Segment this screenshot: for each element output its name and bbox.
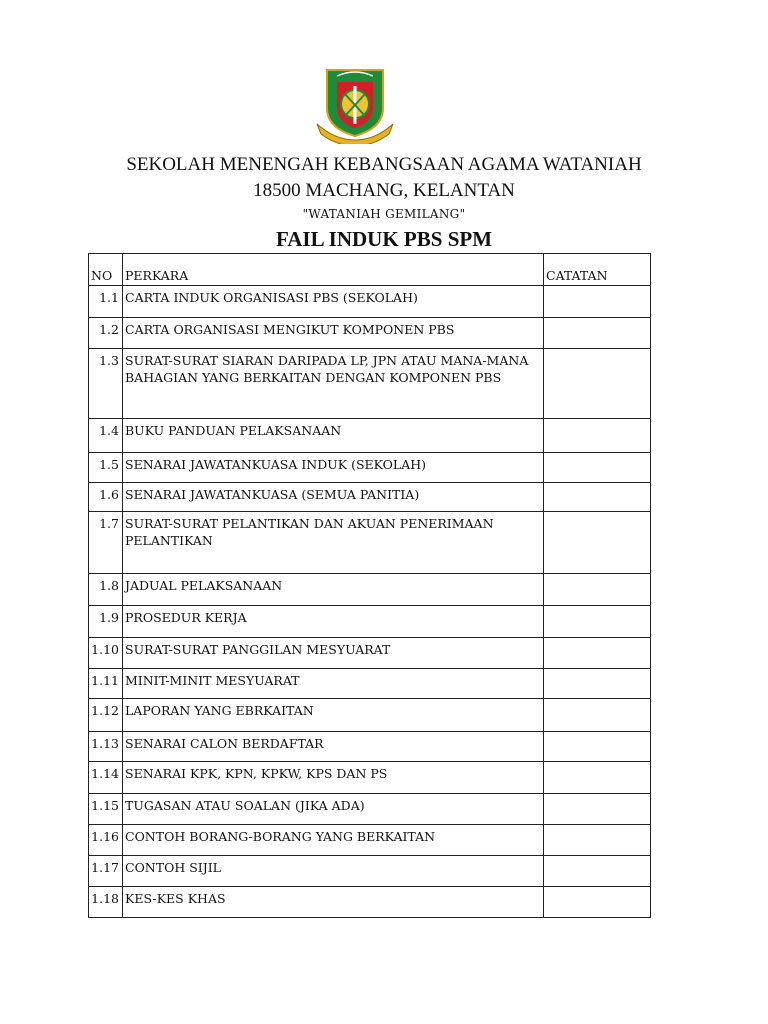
- row-item: JADUAL PELAKSANAAN: [123, 574, 544, 606]
- row-catatan: [544, 699, 651, 732]
- table-row: [89, 856, 651, 887]
- table-row: [89, 483, 651, 512]
- school-crest-logo: [315, 64, 395, 144]
- row-number: 1.18: [89, 887, 123, 918]
- row-number: 1.8: [89, 574, 123, 606]
- table-row: [89, 453, 651, 483]
- school-name: SEKOLAH MENENGAH KEBANGSAAN AGAMA WATANIAH: [126, 154, 642, 175]
- row-catatan: [544, 887, 651, 918]
- row-item: LAPORAN YANG EBRKAITAN: [123, 699, 544, 732]
- table-row: [89, 732, 651, 762]
- table-row: [89, 825, 651, 856]
- row-number: 1.10: [89, 638, 123, 669]
- row-catatan: [544, 606, 651, 638]
- file-index-table: [88, 253, 651, 918]
- row-item: BUKU PANDUAN PELAKSANAAN: [123, 419, 544, 453]
- row-catatan: [544, 286, 651, 318]
- row-catatan: [544, 349, 651, 419]
- table-row: [89, 762, 651, 794]
- row-item: SENARAI KPK, KPN, KPKW, KPS DAN PS: [123, 762, 544, 794]
- school-address: 18500 MACHANG, KELANTAN: [253, 180, 515, 201]
- row-item: SENARAI CALON BERDAFTAR: [123, 732, 544, 762]
- table-row: [89, 638, 651, 669]
- table-row: [89, 318, 651, 349]
- row-number: 1.6: [89, 483, 123, 512]
- row-catatan: [544, 483, 651, 512]
- row-item: SURAT-SURAT SIARAN DARIPADA LP, JPN ATAU MANA-MANA BAHAGIAN YANG BERKAITAN DENGAN KOMPONEN PBS: [123, 349, 544, 419]
- row-catatan: [544, 453, 651, 483]
- table-row: [89, 286, 651, 318]
- row-number: 1.3: [89, 349, 123, 419]
- table-row: [89, 512, 651, 574]
- row-item: CARTA ORGANISASI MENGIKUT KOMPONEN PBS: [123, 318, 544, 349]
- table-row: [89, 349, 651, 419]
- row-item: TUGASAN ATAU SOALAN (JIKA ADA): [123, 794, 544, 825]
- row-catatan: [544, 318, 651, 349]
- row-item: SURAT-SURAT PELANTIKAN DAN AKUAN PENERIMAAN PELANTIKAN: [123, 512, 544, 574]
- row-item: SURAT-SURAT PANGGILAN MESYUARAT: [123, 638, 544, 669]
- row-number: 1.14: [89, 762, 123, 794]
- column-header-no: NO: [89, 254, 123, 286]
- row-catatan: [544, 669, 651, 699]
- row-number: 1.4: [89, 419, 123, 453]
- row-catatan: [544, 574, 651, 606]
- row-number: 1.1: [89, 286, 123, 318]
- row-catatan: [544, 825, 651, 856]
- row-item: SENARAI JAWATANKUASA (SEMUA PANITIA): [123, 483, 544, 512]
- table-header-row: [89, 254, 651, 286]
- column-header-perkara: PERKARA: [123, 254, 544, 286]
- table-row: [89, 669, 651, 699]
- column-header-catatan: CATATAN: [544, 254, 651, 286]
- table-row: [89, 794, 651, 825]
- row-number: 1.7: [89, 512, 123, 574]
- row-catatan: [544, 794, 651, 825]
- table-row: [89, 574, 651, 606]
- row-number: 1.11: [89, 669, 123, 699]
- table-row: [89, 606, 651, 638]
- row-catatan: [544, 638, 651, 669]
- row-number: 1.12: [89, 699, 123, 732]
- document-title: FAIL INDUK PBS SPM: [275, 227, 493, 251]
- row-catatan: [544, 856, 651, 887]
- row-catatan: [544, 762, 651, 794]
- row-number: 1.5: [89, 453, 123, 483]
- row-item: KES-KES KHAS: [123, 887, 544, 918]
- row-item: PROSEDUR KERJA: [123, 606, 544, 638]
- row-catatan: [544, 732, 651, 762]
- table-row: [89, 887, 651, 918]
- row-item: CONTOH BORANG-BORANG YANG BERKAITAN: [123, 825, 544, 856]
- row-number: 1.13: [89, 732, 123, 762]
- row-number: 1.9: [89, 606, 123, 638]
- row-item: SENARAI JAWATANKUASA INDUK (SEKOLAH): [123, 453, 544, 483]
- row-catatan: [544, 512, 651, 574]
- table-row: [89, 419, 651, 453]
- row-item: CARTA INDUK ORGANISASI PBS (SEKOLAH): [123, 286, 544, 318]
- table-row: [89, 699, 651, 732]
- row-item: CONTOH SIJIL: [123, 856, 544, 887]
- row-catatan: [544, 419, 651, 453]
- row-number: 1.2: [89, 318, 123, 349]
- row-number: 1.15: [89, 794, 123, 825]
- row-number: 1.16: [89, 825, 123, 856]
- school-motto: "WATANIAH GEMILANG": [302, 207, 466, 221]
- row-number: 1.17: [89, 856, 123, 887]
- row-item: MINIT-MINIT MESYUARAT: [123, 669, 544, 699]
